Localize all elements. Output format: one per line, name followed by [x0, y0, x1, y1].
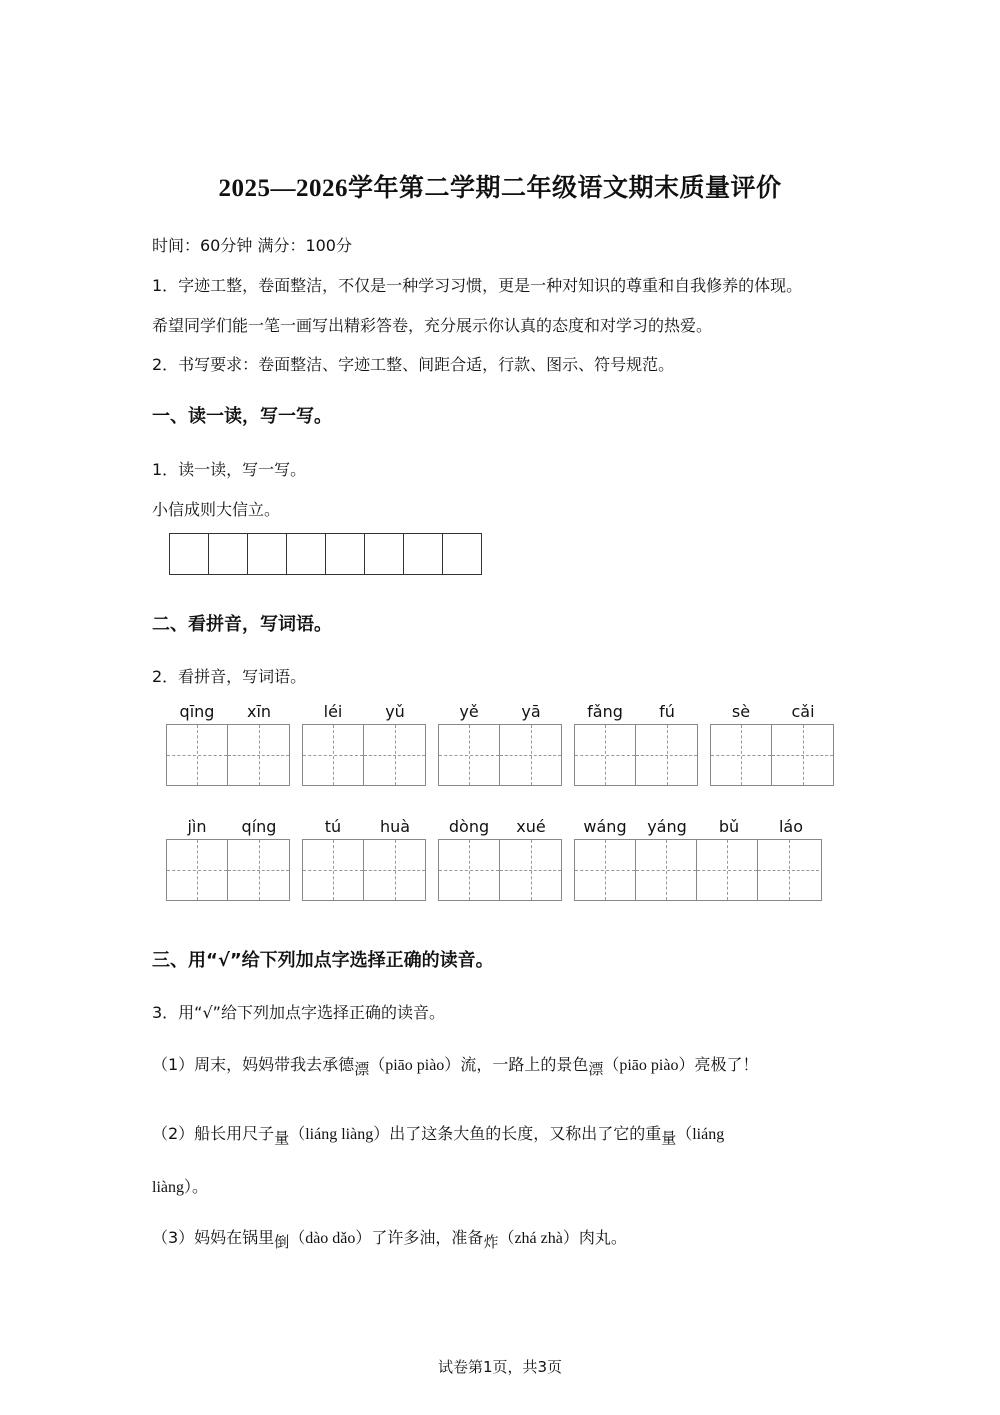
note-line-2: 希望同学们能一笔一画写出精彩答卷，充分展示你认真的态度和对学习的热爱。 — [152, 316, 713, 335]
writing-cell[interactable] — [170, 534, 209, 574]
tianzi-cell[interactable] — [228, 725, 289, 785]
word-box[interactable] — [574, 702, 698, 786]
q3-item-text: 了许多油，准备 — [371, 1228, 484, 1247]
pinyin-label: yě — [459, 702, 479, 721]
pinyin-label: sè — [731, 702, 751, 721]
dotted-char: 漂 — [354, 1060, 370, 1078]
writing-grid[interactable] — [169, 533, 482, 575]
q3-item-2-cont[interactable]: liàng）。 — [152, 1179, 208, 1196]
pinyin-label: huà — [379, 817, 411, 836]
pinyin-label: xīn — [246, 702, 272, 721]
pinyin-label: léi — [323, 702, 343, 721]
q3-item-text: （2）船长用尺子 — [152, 1124, 275, 1143]
writing-cell[interactable] — [404, 534, 443, 574]
tianzi-cell[interactable] — [636, 725, 697, 785]
section1-sentence: 小信成则大信立。 — [152, 500, 281, 519]
tianzi-cell[interactable] — [500, 840, 561, 900]
word-box[interactable] — [302, 817, 426, 901]
writing-cell[interactable] — [287, 534, 326, 574]
pinyin-label: yáng — [647, 817, 687, 836]
word-box[interactable] — [438, 817, 562, 901]
q3-item-text: 流，一路上的景色 — [460, 1055, 589, 1074]
section3-heading: 三、用“√”给下列加点字选择正确的读音。 — [152, 950, 494, 971]
tianzi-cell[interactable] — [364, 725, 425, 785]
section2-question: 2．看拼音，写词语。 — [152, 667, 307, 686]
pinyin-label: tú — [324, 817, 342, 836]
pinyin-label: yā — [521, 702, 541, 721]
pinyin-label: qíng — [241, 817, 277, 836]
tianzi-cell[interactable] — [439, 725, 500, 785]
tianzi-cell[interactable] — [758, 840, 819, 900]
pinyin-options[interactable]: （dào dǎo） — [289, 1230, 372, 1247]
word-box[interactable] — [438, 702, 562, 786]
tianzi-cell[interactable] — [167, 725, 228, 785]
writing-cell[interactable] — [365, 534, 404, 574]
dotted-char: 炸 — [483, 1233, 499, 1251]
pinyin-label: wáng — [583, 817, 627, 836]
q3-item-text: 肉丸。 — [578, 1228, 627, 1247]
pinyin-label: yǔ — [385, 702, 405, 721]
q3-item-text: 亮极了！ — [694, 1055, 759, 1074]
section3-question: 3．用“√”给下列加点字选择正确的读音。 — [152, 1003, 445, 1022]
tianzi-cell[interactable] — [303, 840, 364, 900]
pinyin-options[interactable]: （piāo piào） — [603, 1057, 695, 1074]
tianzi-cell[interactable] — [228, 840, 289, 900]
tianzi-cell[interactable] — [303, 725, 364, 785]
writing-cell[interactable] — [443, 534, 481, 574]
pinyin-options[interactable]: （liáng — [676, 1126, 725, 1143]
pinyin-label: cǎi — [791, 702, 815, 721]
tianzi-cell[interactable] — [500, 725, 561, 785]
word-box[interactable] — [710, 702, 834, 786]
dotted-char: 量 — [661, 1129, 677, 1147]
page-title: 2025—2026学年第二学期二年级语文期末质量评价 — [218, 175, 782, 202]
tianzi-cell[interactable] — [711, 725, 772, 785]
tianzi-cell[interactable] — [575, 725, 636, 785]
dotted-char: 漂 — [588, 1060, 604, 1078]
writing-cell[interactable] — [209, 534, 248, 574]
writing-cell[interactable] — [326, 534, 365, 574]
q3-item-2 — [152, 1121, 725, 1147]
word-box[interactable] — [166, 702, 290, 786]
pinyin-options[interactable]: （zhá zhà） — [498, 1230, 579, 1247]
section1-heading: 一、读一读，写一写。 — [152, 406, 332, 427]
exam-meta: 时间：60分钟 满分：100分 — [152, 236, 352, 255]
note-line-1: 1．字迹工整，卷面整洁，不仅是一种学习习惯，更是一种对知识的尊重和自我修养的体现。 — [152, 276, 803, 295]
pinyin-label: fú — [659, 702, 675, 721]
pinyin-options[interactable]: （liáng liàng） — [289, 1126, 390, 1143]
tianzi-cell[interactable] — [364, 840, 425, 900]
section1-question: 1．读一读，写一写。 — [152, 460, 307, 479]
word-box[interactable] — [166, 817, 290, 901]
word-box[interactable] — [302, 702, 426, 786]
pinyin-label: jìn — [187, 817, 207, 836]
q3-item-1 — [152, 1052, 759, 1078]
pinyin-label: qīng — [179, 702, 215, 721]
q3-item-text: （3）妈妈在锅里 — [152, 1228, 275, 1247]
word-box-four[interactable] — [574, 817, 822, 901]
q3-item-3 — [152, 1225, 627, 1251]
pinyin-label: xué — [516, 817, 546, 836]
dotted-char: 倒 — [274, 1233, 290, 1251]
pinyin-options[interactable]: （piāo piào） — [369, 1057, 461, 1074]
pinyin-label: fǎng — [587, 702, 623, 721]
dotted-char: 量 — [274, 1129, 290, 1147]
section2-heading: 二、看拼音，写词语。 — [152, 614, 332, 635]
page-footer: 试卷第1页，共3页 — [437, 1358, 563, 1376]
tianzi-cell[interactable] — [167, 840, 228, 900]
tianzi-cell[interactable] — [575, 840, 636, 900]
tianzi-cell[interactable] — [772, 725, 833, 785]
note-line-3: 2．书写要求：卷面整洁、字迹工整、间距合适，行款、图示、符号规范。 — [152, 355, 675, 374]
q3-item-text: （1）周末，妈妈带我去承德 — [152, 1055, 355, 1074]
pinyin-label: láo — [778, 817, 804, 836]
writing-cell[interactable] — [248, 534, 287, 574]
pinyin-label: bǔ — [718, 817, 740, 836]
tianzi-cell[interactable] — [697, 840, 758, 900]
pinyin-label: dòng — [448, 817, 490, 836]
tianzi-cell[interactable] — [439, 840, 500, 900]
tianzi-cell[interactable] — [636, 840, 697, 900]
q3-item-text: 出了这条大鱼的长度，又称出了它的重 — [389, 1124, 662, 1143]
